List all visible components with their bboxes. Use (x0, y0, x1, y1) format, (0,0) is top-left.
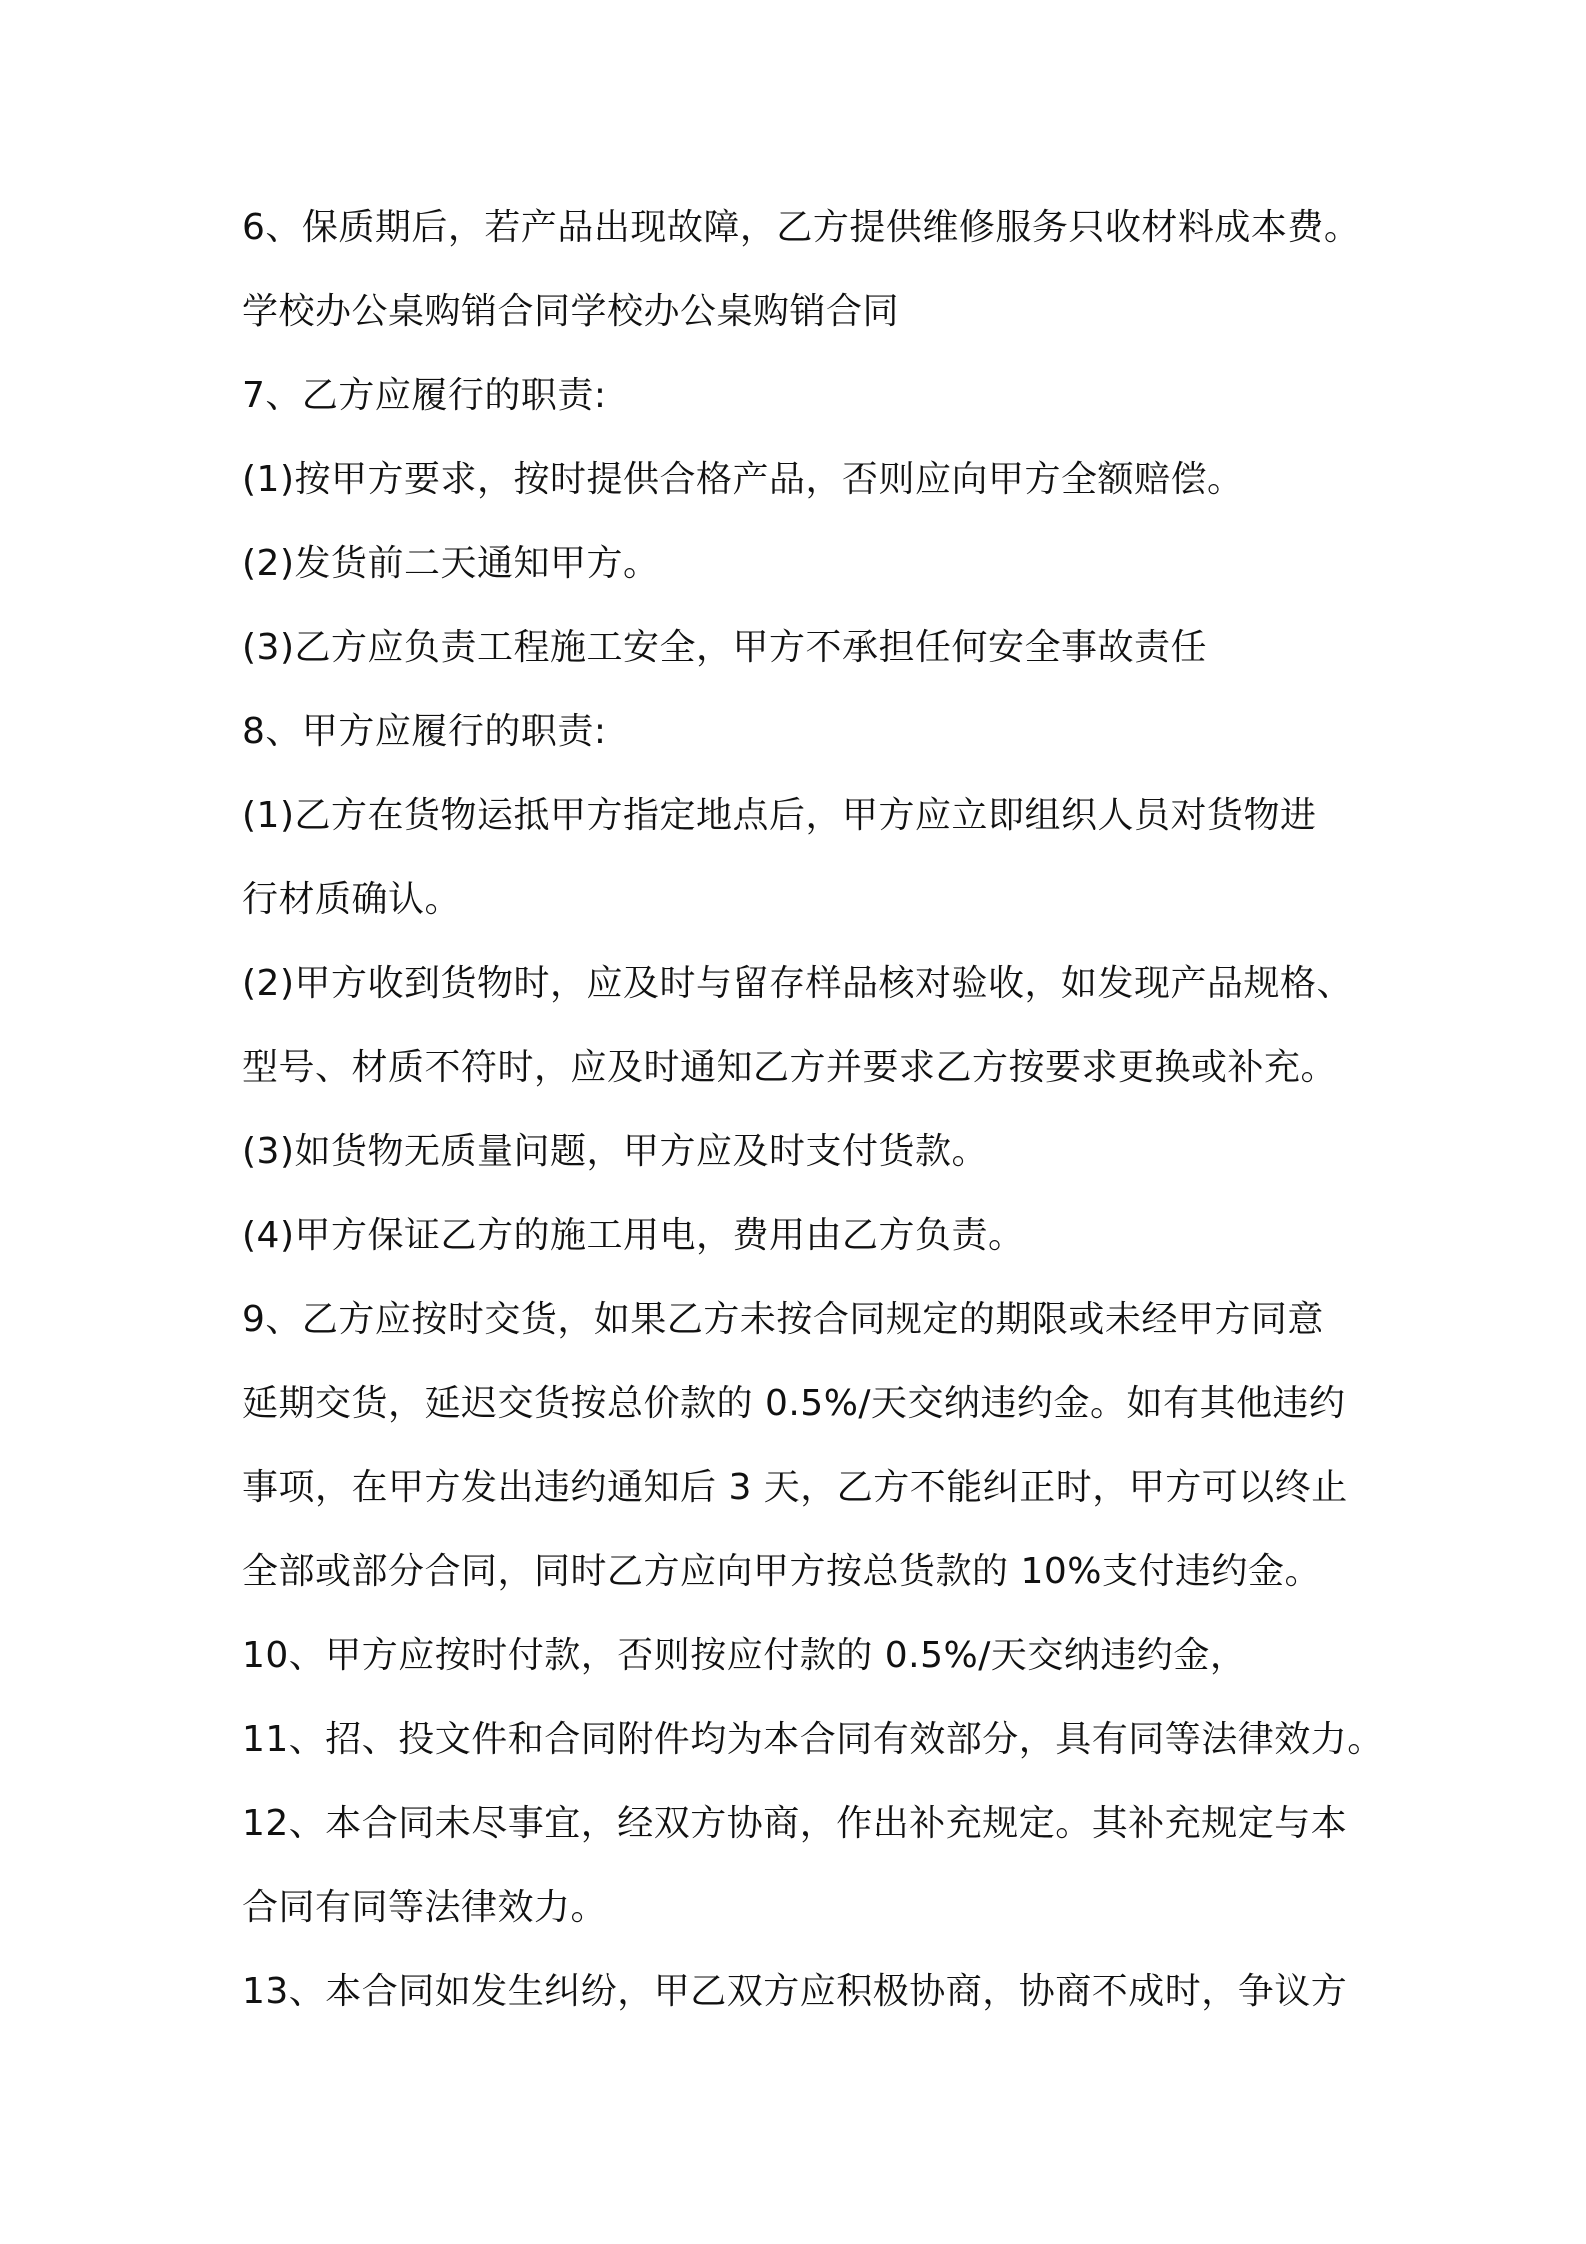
text-line: (2)甲方收到货物时，应及时与留存样品核对验收，如发现产品规格、 (242, 963, 1353, 1004)
text-line: 行材质确认。 (242, 879, 462, 920)
text-line: (4)甲方保证乙方的施工用电，费用由乙方负责。 (242, 1215, 1025, 1256)
text-line: 6、保质期后，若产品出现故障，乙方提供维修服务只收材料成本费。 (242, 207, 1361, 248)
text-line: 13、本合同如发生纠纷，甲乙双方应积极协商，协商不成时，争议方 (242, 1971, 1348, 2012)
text-line: 7、乙方应履行的职责: (242, 375, 607, 416)
text-line: (1)按甲方要求，按时提供合格产品，否则应向甲方全额赔偿。 (242, 459, 1244, 500)
text-line: 型号、材质不符时，应及时通知乙方并要求乙方按要求更换或补充。 (242, 1047, 1338, 1088)
text-line: 合同有同等法律效力。 (242, 1887, 608, 1928)
text-line: 全部或部分合同，同时乙方应向甲方按总货款的 10%支付违约金。 (242, 1551, 1321, 1592)
text-line: 9、乙方应按时交货，如果乙方未按合同规定的期限或未经甲方同意 (242, 1299, 1324, 1340)
text-line: (1)乙方在货物运抵甲方指定地点后，甲方应立即组织人员对货物进 (242, 795, 1317, 836)
text-line: 10、甲方应按时付款，否则按应付款的 0.5%/天交纳违约金， (242, 1635, 1247, 1676)
text-line: (3)如货物无质量问题，甲方应及时支付货款。 (242, 1131, 988, 1172)
text-line: (3)乙方应负责工程施工安全，甲方不承担任何安全事故责任 (242, 627, 1207, 668)
text-line: (2)发货前二天通知甲方。 (242, 543, 660, 584)
text-line: 11、招、投文件和合同附件均为本合同有效部分，具有同等法律效力。 (242, 1719, 1384, 1760)
text-line: 8、甲方应履行的职责: (242, 711, 607, 752)
text-line: 事项，在甲方发出违约通知后 3 天，乙方不能纠正时，甲方可以终止 (242, 1467, 1348, 1508)
text-line: 学校办公桌购销合同学校办公桌购销合同 (242, 291, 900, 332)
text-line: 延期交货，延迟交货按总价款的 0.5%/天交纳违约金。如有其他违约 (242, 1383, 1346, 1424)
text-line: 12、本合同未尽事宜，经双方协商，作出补充规定。其补充规定与本 (242, 1803, 1348, 1844)
